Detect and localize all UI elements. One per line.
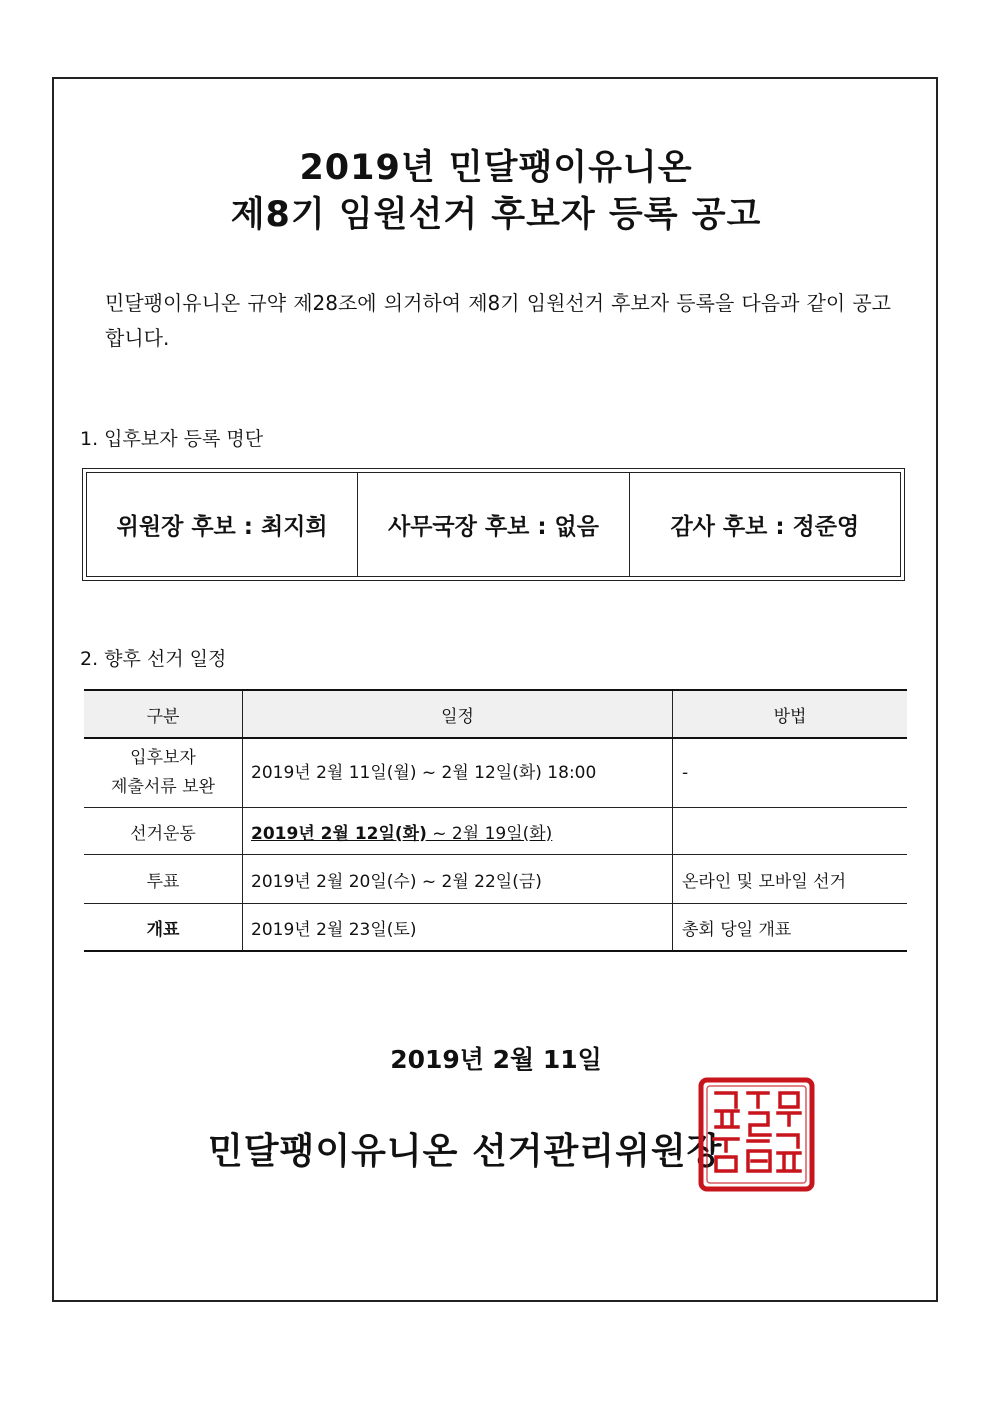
- row-category: 개표: [84, 904, 243, 952]
- section-heading-candidates: 1. 입후보자 등록 명단: [80, 428, 264, 450]
- row-method: 총회 당일 개표: [673, 904, 908, 952]
- table-row: [84, 855, 907, 904]
- column-header-category: 구분: [84, 690, 243, 738]
- candidate-auditor: 감사 후보 : 정준영: [670, 514, 860, 540]
- row-schedule: [243, 808, 673, 855]
- title-line-2: 제8기 임원선거 후보자 등록 공고: [230, 195, 762, 235]
- row-schedule: 2019년 2월 11일(월) ~ 2월 12일(화) 18:00: [243, 738, 673, 808]
- candidate-table: [82, 468, 905, 581]
- table-row: [84, 808, 907, 855]
- row-schedule: 2019년 2월 23일(토): [243, 904, 673, 952]
- title-line-1: 2019년 민달팽이유니온: [299, 148, 693, 188]
- row-schedule-underlined: 2019년 2월 12일(화): [251, 823, 427, 844]
- schedule-header-row: [84, 690, 907, 738]
- official-seal-stamp: [698, 1077, 815, 1192]
- row-category: [84, 738, 243, 808]
- candidate-secretary-general: 사무국장 후보 : 없음: [358, 473, 629, 576]
- intro-paragraph: 민달팽이유니온 규약 제28조에 의거하여 제8기 임원선거 후보자 등록을 다음과 같이 공고합니다.: [105, 291, 891, 350]
- row-schedule: 2019년 2월 20일(수) ~ 2월 22일(금): [243, 855, 673, 904]
- section-heading-schedule: 2. 향후 선거 일정: [80, 648, 227, 670]
- row-category: 선거운동: [84, 808, 243, 855]
- row-category-line-1: 입후보자: [130, 748, 196, 768]
- row-category: 투표: [84, 855, 243, 904]
- row-method: 온라인 및 모바일 선거: [673, 855, 908, 904]
- schedule-table: [84, 689, 907, 952]
- candidate-chair: 위원장 후보 : 최지희: [87, 473, 358, 576]
- row-method: -: [673, 738, 908, 808]
- row-method: [673, 808, 908, 855]
- row-category-line-2: 제출서류 보완: [111, 777, 215, 797]
- signer-title: 민달팽이유니온 선거관리위원장: [208, 1131, 723, 1172]
- column-header-method: 방법: [673, 690, 908, 738]
- announcement-date: 2019년 2월 11일: [390, 1045, 602, 1074]
- column-header-schedule: 일정: [243, 690, 673, 738]
- seal-glyphs: [714, 1093, 800, 1171]
- table-row: [84, 904, 907, 952]
- table-row: [84, 738, 907, 808]
- row-schedule-rest: ~ 2월 19일(화): [426, 823, 553, 844]
